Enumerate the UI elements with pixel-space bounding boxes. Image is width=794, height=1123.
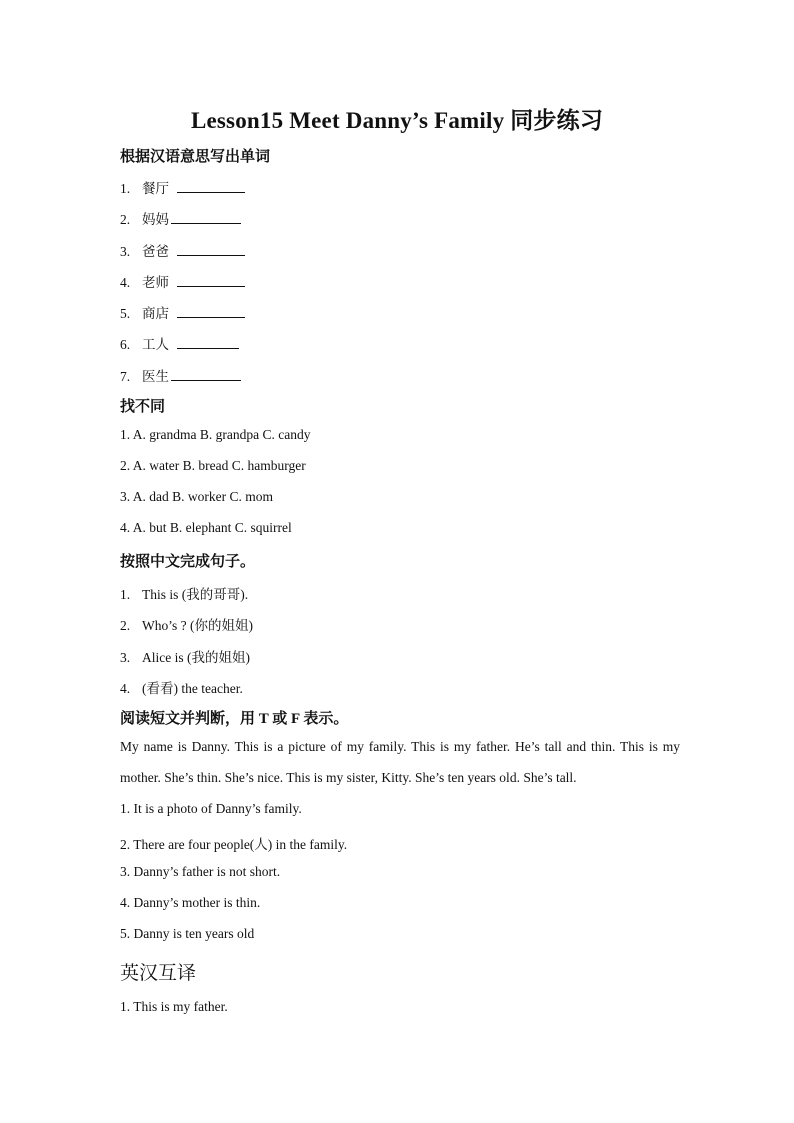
list-item: 1. This is my father.: [120, 999, 228, 1014]
list-item: 1. A. grandma B. grandpa C. candy: [120, 427, 311, 442]
list-item: [120, 583, 248, 603]
answer-blank[interactable]: [177, 305, 245, 318]
list-item: 2. A. water B. bread C. hamburger: [120, 458, 306, 473]
answer-blank[interactable]: [177, 180, 245, 193]
item-text: 商店: [142, 306, 169, 321]
list-item: [120, 271, 245, 291]
item-number: 6.: [120, 337, 131, 352]
list-item: [120, 208, 241, 228]
item-text: 妈妈: [142, 212, 169, 227]
list-item: 1. It is a photo of Danny’s family.: [120, 801, 302, 816]
item-number: 1.: [120, 181, 131, 196]
item-text: (看看) the teacher.: [142, 681, 243, 696]
page-title: Lesson15 Meet Danny’s Family 同步练习: [190, 108, 604, 133]
item-text: 老师: [142, 275, 169, 290]
list-item: 2. There are four people(人) in the family.: [120, 837, 348, 852]
section-heading-reading: 阅读短文并判断，用 T 或 F 表示。: [120, 711, 349, 727]
item-text: Alice is (我的姐姐): [142, 650, 250, 665]
list-item: [120, 614, 253, 634]
item-number: 5.: [120, 306, 131, 321]
list-item: 4. A. but B. elephant C. squirrel: [120, 520, 292, 535]
item-text: This is (我的哥哥).: [142, 587, 249, 602]
list-item: [120, 333, 239, 353]
item-text: 爸爸: [142, 244, 169, 259]
answer-blank[interactable]: [171, 368, 241, 381]
item-number: 2.: [120, 618, 131, 633]
list-item: [120, 177, 245, 197]
item-text: 医生: [142, 369, 169, 384]
list-item: [120, 302, 245, 322]
list-item: 3. Danny’s father is not short.: [120, 864, 281, 879]
list-item: 4. Danny’s mother is thin.: [120, 895, 261, 910]
item-text: 工人: [142, 337, 169, 352]
section-heading-vocabulary: 根据汉语意思写出单词: [120, 149, 271, 165]
answer-blank[interactable]: [171, 211, 241, 224]
list-item: [120, 240, 245, 260]
item-number: 1.: [120, 587, 131, 602]
list-item: [120, 677, 243, 697]
item-number: 2.: [120, 212, 131, 227]
list-item: [120, 365, 241, 385]
list-item: [120, 646, 250, 666]
item-number: 3.: [120, 244, 131, 259]
item-text: 餐厅: [142, 181, 169, 196]
section-heading-complete-sentences: 按照中文完成句子。: [120, 554, 256, 570]
answer-blank[interactable]: [177, 336, 239, 349]
item-number: 4.: [120, 275, 131, 290]
list-item: 5. Danny is ten years old: [120, 926, 255, 941]
section-heading-odd-one-out: 找不同: [120, 399, 166, 415]
list-item: 3. A. dad B. worker C. mom: [120, 489, 273, 504]
answer-blank[interactable]: [177, 243, 245, 256]
item-text: Who’s ? (你的姐姐): [142, 618, 253, 633]
item-number: 3.: [120, 650, 131, 665]
item-number: 4.: [120, 681, 131, 696]
item-number: 7.: [120, 369, 131, 384]
answer-blank[interactable]: [177, 274, 245, 287]
section-heading-translation: 英汉互译: [120, 963, 197, 984]
reading-passage: My name is Danny. This is a picture of my family. This is my father. He’s tall and thin. This is my mother. She’s thin. She’s nice. This is my sister, Kitty. She’s ten years old. She’s tall.: [120, 739, 680, 785]
